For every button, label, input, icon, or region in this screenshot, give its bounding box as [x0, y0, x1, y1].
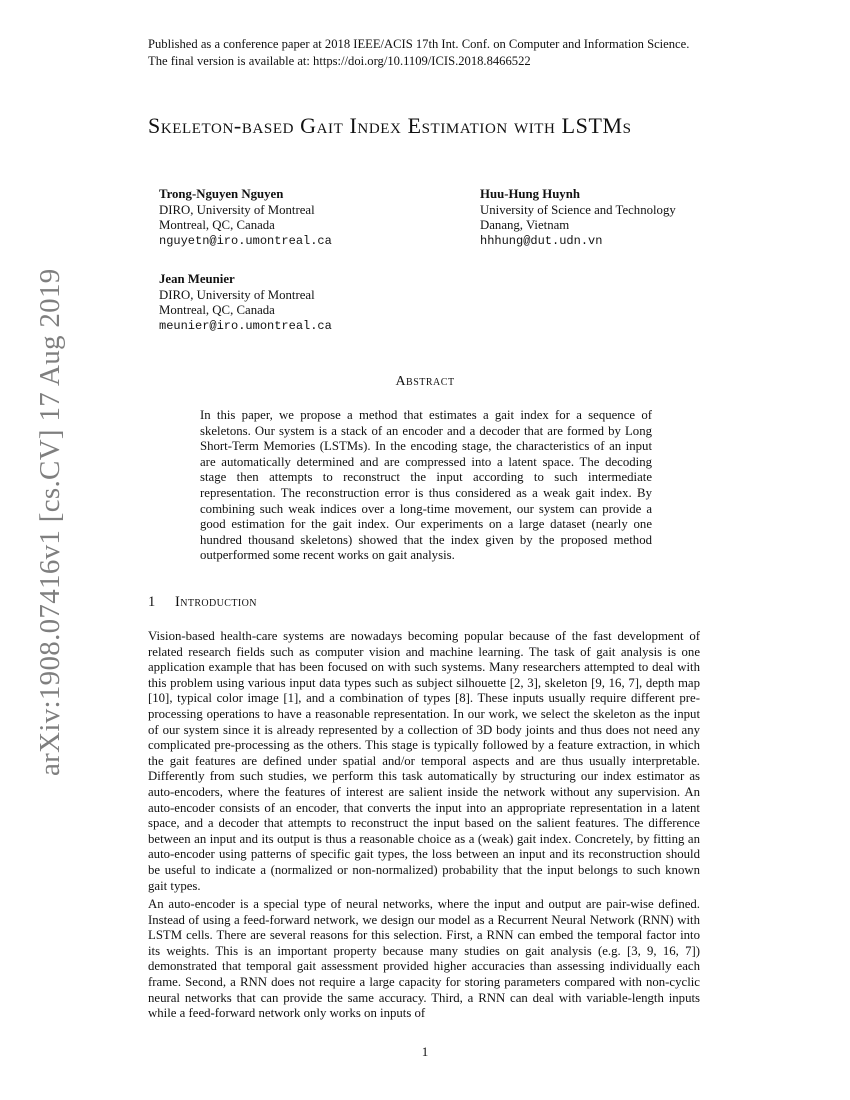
author-email: hhhung@dut.udn.vn [480, 233, 603, 248]
section-heading [148, 594, 257, 611]
author-email: meunier@iro.umontreal.ca [159, 318, 332, 333]
section-number: 1 [148, 594, 156, 610]
paper-title: Skeleton-based Gait Index Estimation with LSTMs [148, 113, 632, 138]
author-affiliation: DIRO, University of Montreal [159, 287, 315, 302]
author-block [159, 187, 332, 249]
abstract-heading: Abstract [395, 374, 455, 389]
abstract-text: In this paper, we propose a method that estimates a gait index for a sequence of skeletons. Our system is a stack of an encoder and a decoder that are formed by Long Short-Term Memories (LSTMs). In the encoding stage, the characteristics of an input are automatically determined and are compressed into a latent space. The decoding stage then attempts to reconstruct the input according to such intermediate representation. The reconstruction error is thus considered as a weak gait index. By combining such weak indices over a long-time movement, our system can provide a good estimation for the gait index. Our experiments on a large dataset (nearly one hundred thousand skeletons) showed that the index given by the proposed method outperformed some recent works on gait analysis. [200, 408, 652, 563]
author-location: Montreal, QC, Canada [159, 218, 275, 232]
author-block [159, 272, 332, 334]
author-email: nguyetn@iro.umontreal.ca [159, 233, 332, 248]
body-paragraph: Vision-based health-care systems are nowadays becoming popular because of the fast development of related research fields such as computer vision and machine learning. The task of gait analysis is one application example that has been focused on with such systems. Many researchers attempted to deal with this problem using various input data types such as subject silhouette [2, 3], skeleton [9, 16, 7], depth map [10], typical color image [1], and a combination of types [8]. These inputs usually require different pre-processing operations to have a reasonable representation. In our work, we select the skeleton as the input of our system since it is already represented by a collection of 3D body joints and thus does not need any complicated pre-processing as the others. This stage is typically followed by a feature extraction, in which the gait features are defined under spatial and/or temporal aspects and are thus usually interpretable. Differently from such studies, we perform this task automatically by structuring our index estimator as auto-encoders, where the features of interest are salient inside the network without any supervision. An auto-encoder consists of an encoder, that converts the input into an appropriate representation in a latent space, and a decoder that attempts to reconstruct the input based on the salient features. The difference between an input and its output is thus a reasonable choice as a (weak) gait index. Concretely, by fitting an auto-encoder using patterns of specific gait types, the loss between an input and its reconstruction should be useful to indicate a (normalized or non-normalized) probability that the input belongs to such known gait types. [148, 629, 700, 893]
author-location: Danang, Vietnam [480, 218, 570, 232]
arxiv-stamp: arXiv:1908.07416v1 [cs.CV] 17 Aug 2019 [34, 268, 66, 776]
author-location: Montreal, QC, Canada [159, 303, 275, 317]
author-block [480, 187, 676, 249]
body-paragraph: An auto-encoder is a special type of neural networks, where the input and output are pair-wise defined. Instead of using a feed-forward network, we design our model as a Recurrent Neural Network (RNN) with LSTM cells. There are several reasons for this selection. First, a RNN can embed the temporal factor into its weights. This is an important property because many studies on gait analysis (e.g. [3, 9, 16, 7]) demonstrated that temporal gait assessment provided higher accuracies than assessing individually each frame. Second, a RNN does not require a large capacity for storing parameters compared with non-cyclic neural networks that can provide the same accuracy. Third, a RNN can deal with variable-length inputs while a feed-forward network only works on inputs of [148, 897, 700, 1021]
publication-note: Published as a conference paper at 2018 IEEE/ACIS 17th Int. Conf. on Computer and Information Science. The final version is available at: https://doi.org/10.1109/ICIS.2018.8466522 [148, 37, 690, 68]
section-title: Introduction [175, 594, 257, 610]
author-affiliation: University of Science and Technology [480, 202, 676, 217]
author-name: Jean Meunier [159, 272, 235, 286]
author-name: Huu-Hung Huynh [480, 187, 580, 201]
page-number: 1 [421, 1044, 429, 1059]
author-name: Trong-Nguyen Nguyen [159, 187, 284, 201]
author-affiliation: DIRO, University of Montreal [159, 202, 315, 217]
